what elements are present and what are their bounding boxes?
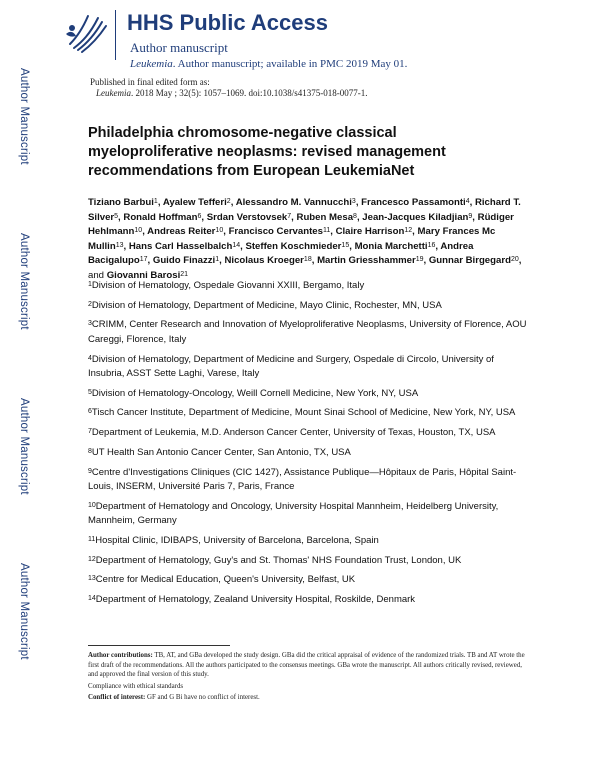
footnote-rule — [88, 645, 230, 646]
affiliation-item — [88, 500, 528, 529]
author-name: Andreas Reiter — [147, 226, 216, 237]
journal-name: Leukemia — [130, 58, 173, 70]
affiliation-number: 12 — [88, 555, 96, 563]
affiliation-number: 2 — [88, 300, 92, 308]
author-affiliation-ref: 14 — [232, 241, 241, 249]
author-name: Steffen Koschmieder — [245, 240, 342, 252]
conflict-text: GF and G Bi have no conflict of interest. — [145, 694, 260, 702]
affiliation-text: Department of Hematology, Zealand University Hospital, Roskilde, Denmark — [95, 593, 416, 605]
contributions-text: TB, AT, and GBa developed the study design. GBa did the critical appraisal of evidence of the randomized trials. TB and AT wrote the first draft of the recommendations. All the authors participated to the consensus meetings. GBa wrote the manuscript. All authors critically revised, reviewed, and approved the final version of this study. — [88, 652, 525, 679]
author-affiliation-ref: 20 — [510, 256, 519, 263]
author-name: Srdan Verstovsek — [206, 211, 288, 223]
published-journal: Leukemia — [96, 88, 131, 98]
sidebar-label: Author Manuscript — [18, 563, 30, 660]
author-affiliation-ref: 12 — [404, 227, 413, 234]
sidebar-label: Author Manuscript — [18, 68, 30, 165]
author-name: Giovanni Barosi — [106, 269, 181, 281]
footnotes — [88, 651, 528, 705]
affiliation-text: Division of Hematology-Oncology, Weill Cornell Medicine, New York, NY, USA — [91, 387, 419, 399]
affiliation-number: 13 — [88, 575, 96, 583]
author-affiliation-ref: 11 — [322, 227, 331, 234]
affiliation-item — [88, 318, 528, 347]
author-affiliation-ref: 1 — [215, 256, 220, 263]
availability-line — [130, 58, 407, 70]
author-affiliation-ref: 10 — [215, 227, 224, 234]
author-contributions — [88, 651, 528, 680]
affiliation-item — [88, 426, 528, 441]
author-name: Guido Finazzi — [152, 255, 216, 266]
published-label: Published in final edited form as: — [90, 77, 210, 87]
sidebar-label: Author Manuscript — [18, 233, 30, 330]
author-name: Ronald Hoffman — [123, 211, 198, 223]
author-name: Andrea Bacigalupo — [88, 240, 474, 266]
affiliation-item — [88, 573, 528, 588]
affiliation-text: Tisch Cancer Institute, Department of Medicine, Mount Sinai School of Medicine, New York, NY, USA — [91, 407, 516, 419]
affiliation-text: CRIMM, Center Research and Innovation of Myeloproliferative Neoplasms, University of Florence, AOU Careggi, Florence, Italy — [88, 319, 527, 345]
affiliation-item — [88, 279, 528, 294]
affiliation-item — [88, 466, 528, 495]
affiliation-number: 10 — [88, 501, 96, 509]
author-name: Gunnar Birgegard — [428, 255, 511, 266]
author-name: Jean-Jacques Kiladjian — [362, 211, 469, 223]
affiliation-item — [88, 387, 528, 402]
author-name: Richard T. Silver — [88, 197, 521, 223]
citation-text: . 2018 May ; 32(5): 1057–1069. doi:10.1038/s41375-018-0077-1. — [131, 88, 368, 98]
author-affiliation-ref: 18 — [303, 256, 312, 263]
affiliation-item — [88, 353, 528, 382]
sidebar-label: Author Manuscript — [18, 398, 30, 495]
author-conjunction: and — [88, 269, 105, 281]
author-name: Hans Carl Hasselbalch — [128, 240, 233, 252]
affiliation-text: Division of Hematology, Department of Medicine, Mayo Clinic, Rochester, MN, USA — [91, 299, 442, 311]
author-name: Mary Frances Mc Mullin — [88, 226, 496, 252]
author-name: Ayalew Tefferi — [162, 197, 227, 208]
author-affiliation-ref: 1 — [153, 198, 158, 205]
affiliation-number: 6 — [88, 408, 92, 416]
author-name: Rüdiger Hehlmann — [88, 211, 514, 237]
author-affiliation-ref: 3 — [351, 198, 356, 205]
author-affiliation-ref: 9 — [468, 212, 473, 220]
author-affiliation-ref: 16 — [427, 241, 436, 249]
author-name: Martin Griesshammer — [317, 255, 416, 266]
author-name: Monia Marchetti — [354, 240, 428, 252]
availability-text: . Author manuscript; available in PMC 2019 May 01. — [172, 58, 408, 70]
ethics-statement: Compliance with ethical standards — [88, 682, 184, 690]
affiliation-item — [88, 554, 528, 569]
affiliation-item — [88, 446, 528, 461]
author-affiliation-ref: 21 — [180, 270, 189, 278]
author-name: Alessandro M. Vannucchi — [235, 197, 352, 208]
affiliation-number: 11 — [88, 535, 96, 543]
affiliation-list — [88, 279, 528, 613]
conflict-label: Conflict of interest: — [88, 694, 146, 702]
affiliation-item — [88, 534, 528, 549]
paper-title: Philadelphia chromosome-negative classical myeloproliferative neoplasms: revised management recommendations from European LeukemiaNet — [88, 125, 446, 179]
author-name: Claire Harrison — [335, 226, 405, 237]
hhs-public-access-title: HHS Public Access — [127, 10, 328, 35]
affiliation-text: UT Health San Antonio Cancer Center, San Antonio, TX, USA — [91, 446, 351, 458]
author-affiliation-ref: 15 — [341, 241, 350, 249]
affiliation-number: 8 — [88, 447, 92, 455]
author-affiliation-ref: 5 — [114, 212, 119, 220]
affiliation-number: 7 — [88, 428, 92, 436]
author-affiliation-ref: 13 — [115, 241, 124, 249]
affiliation-text: Centre for Medical Education, Queen's University, Belfast, UK — [95, 574, 356, 586]
hhs-eagle-logo — [60, 8, 112, 60]
affiliation-item — [88, 299, 528, 314]
author-name: Francisco Cervantes — [228, 226, 323, 237]
affiliation-text: Department of Hematology and Oncology, University Hospital Mannheim, Heidelberg University, Mannheim, Germany — [88, 500, 499, 527]
author-affiliation-ref: 2 — [226, 198, 231, 205]
author-affiliation-ref: 10 — [134, 227, 143, 234]
affiliation-text: Department of Leukemia, M.D. Anderson Cancer Center, University of Texas, Houston, TX, USA — [91, 427, 496, 439]
contributions-label: Author contributions: — [88, 652, 153, 659]
affiliation-text: Centre d'Investigations Cliniques (CIC 1427), Assistance Publique—Hôpitaux de Paris, Hôpital Saint-Louis, INSERM, Université Paris 7, Paris, France — [88, 466, 517, 492]
affiliation-item — [88, 593, 528, 608]
author-affiliation-ref: 8 — [353, 212, 357, 220]
author-affiliation-ref: 7 — [287, 212, 292, 220]
author-name: Francesco Passamonti — [361, 197, 466, 208]
affiliation-number: 3 — [88, 320, 92, 328]
author-name: Nicolaus Kroeger — [224, 255, 304, 266]
affiliation-number: 5 — [88, 388, 92, 396]
affiliation-text: Department of Hematology, Guy's and St. Thomas' NHS Foundation Trust, London, UK — [95, 554, 462, 566]
affiliation-number: 14 — [88, 594, 96, 602]
author-list: Tiziano Barbui$^1$, Ayalew Tefferi$^2$, Alessandro M. Vannucchi$^3$, Francesco Passamonti$^4$, Richard T. Silver$^5$, Ronald Hoffman$^6$, Srdan Verstovsek$^7$, Ruben Mesa$^8$, Jean-Jacques Kiladjian$^9$, Rüdiger Hehlmann$^{10}$, Andreas Reiter$^{10}$, Francisco Cervantes$^{11}$, Claire Harrison$^{12}$, Mary Frances Mc Mullin$^{13}$, Hans Carl Hasselbalch$^{14}$, Steffen Koschmieder$^{15}$, Monia Marchetti$^{16}$, Andrea Bacigalupo$^{17}$, Guido Finazzi$^1$, Nicolaus Kroeger$^{18}$, Martin Griesshammer$^{19}$, Gunnar Birgegard$^{20}$, and Giovanni Barosi$^{21}$ — [88, 197, 522, 281]
affiliation-text: Division of Hematology, Department of Medicine and Surgery, Ospedale di Circolo, University of Insubria, ASST Sette Laghi, Varese, Italy — [88, 353, 494, 380]
published-citation — [90, 88, 368, 99]
conflict-of-interest — [88, 693, 528, 703]
author-affiliation-ref: 17 — [139, 256, 148, 263]
author-manuscript-subtitle: Author manuscript — [130, 40, 228, 55]
author-affiliation-ref: 19 — [415, 256, 424, 263]
header-divider — [115, 10, 116, 60]
author-name: Tiziano Barbui — [88, 197, 154, 208]
author-affiliation-ref: 6 — [197, 212, 202, 220]
affiliation-number: 1 — [88, 281, 92, 288]
affiliation-text: Division of Hematology, Ospedale Giovanni XXIII, Bergamo, Italy — [91, 280, 365, 291]
author-affiliation-ref: 4 — [465, 198, 470, 205]
published-in — [90, 77, 368, 99]
affiliation-item — [88, 406, 528, 421]
affiliation-number: 4 — [88, 354, 92, 362]
affiliation-text: Hospital Clinic, IDIBAPS, University of Barcelona, Barcelona, Spain — [95, 534, 379, 546]
affiliation-number: 9 — [88, 467, 92, 475]
author-name: Ruben Mesa — [296, 211, 354, 223]
